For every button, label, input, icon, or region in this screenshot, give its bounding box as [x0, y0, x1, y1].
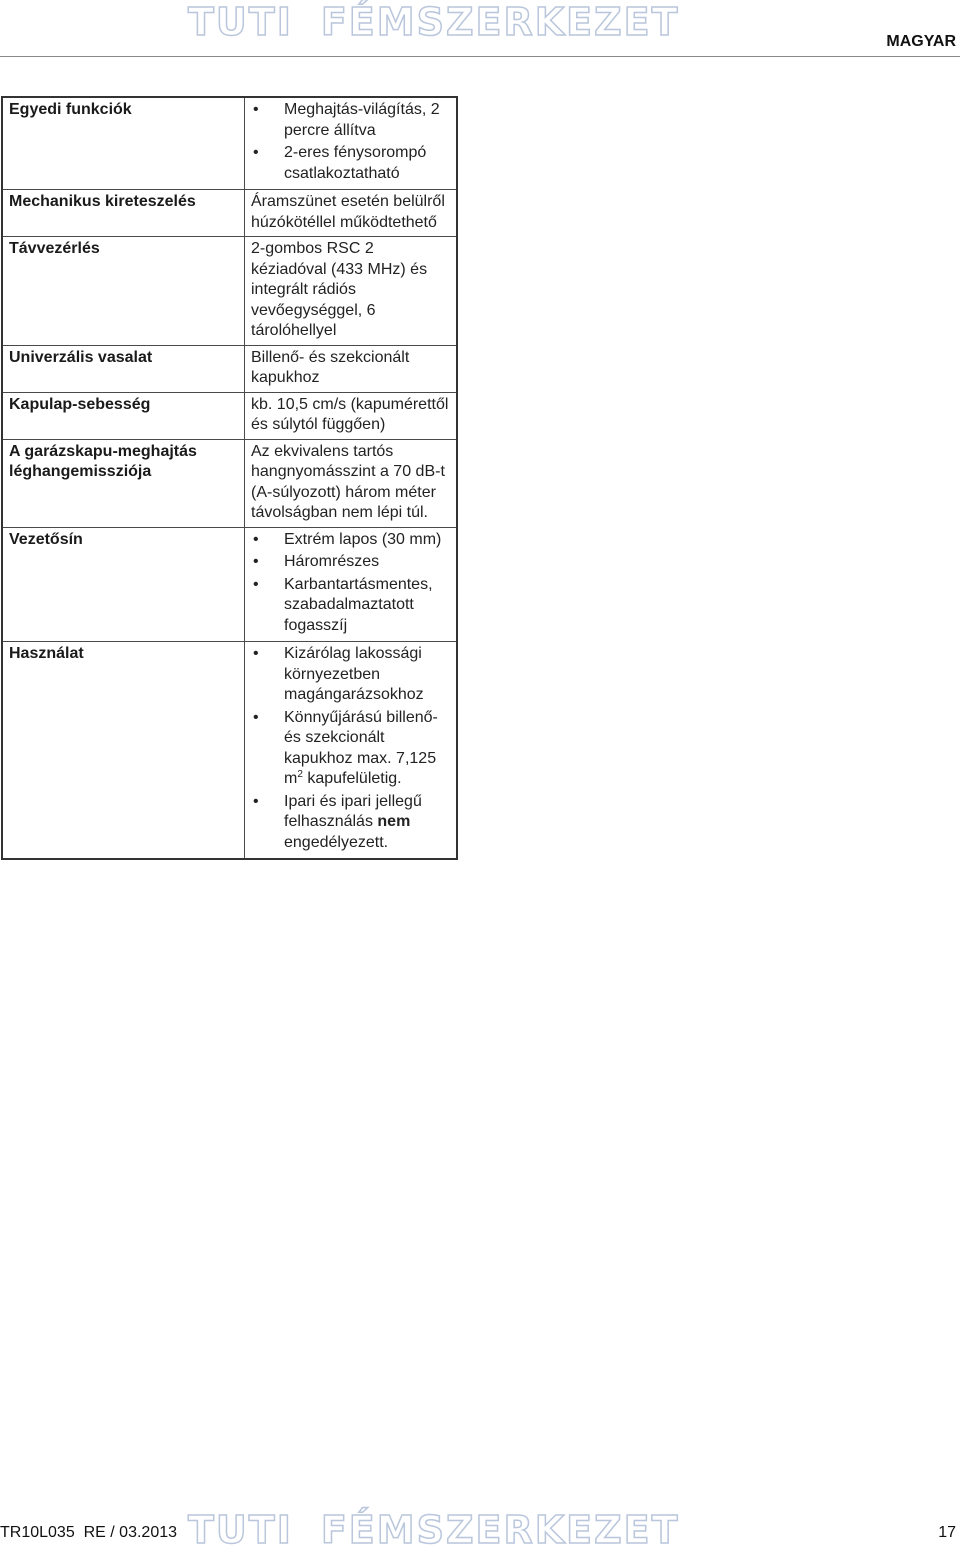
document-code: TR10L035 RE / 03.2013 — [0, 1524, 178, 1541]
row-value: 2-gombos RSC 2 kéziadóval (433 MHz) és integrált rádiós vevőegységgel, 6 tárolóhellyel — [245, 237, 458, 346]
row-value: Áramszünet esetén belülről húzókötéllel működtethető — [245, 190, 458, 237]
bullet-list — [251, 100, 450, 184]
list-item: • 2-eres fénysorompó csatlakoztatható — [251, 143, 450, 184]
row-value — [245, 97, 458, 190]
bullet-list — [251, 644, 450, 853]
row-value: Az ekvivalens tartós hangnyomásszint a 70 dB-t (A-súlyozott) három méter távolságban nem lépi túl. — [245, 439, 458, 527]
list-item: • Kizárólag lakossági környezetben magángarázsokhoz — [251, 644, 450, 706]
list-item: • Extrém lapos (30 mm) — [251, 530, 450, 551]
table-row — [2, 190, 457, 237]
watermark-text-a: TUTI — [188, 1508, 293, 1552]
list-item-text: Könnyűjárású billenő- és szekcionált kapukhoz max. 7,125 m — [284, 708, 438, 787]
list-item: • Karbantartásmentes, szabadalmaztatott fogasszíj — [251, 575, 450, 637]
row-label: Használat — [2, 642, 245, 860]
row-label: Mechanikus kireteszelés — [2, 190, 245, 237]
watermark-text-a: TUTI — [188, 0, 293, 44]
row-label: Távvezérlés — [2, 237, 245, 346]
list-item-text: kapufelületig. — [302, 770, 402, 787]
row-label: Vezetősín — [2, 527, 245, 642]
row-value — [245, 642, 458, 860]
language-label: MAGYAR — [886, 33, 956, 50]
emphasis-text: nem — [377, 813, 411, 830]
row-value: kb. 10,5 cm/s (kapumérettől és súlytól függően) — [245, 392, 458, 439]
row-label: A garázskapu-meghajtás léghangemissziója — [2, 439, 245, 527]
list-item: • Meghajtás-világítás, 2 percre állítva — [251, 100, 450, 141]
list-item — [251, 792, 450, 854]
spec-table — [1, 96, 458, 860]
list-item-text: Ipari és ipari jellegű felhasználás — [284, 792, 422, 830]
row-value — [245, 527, 458, 642]
page-number: 17 — [938, 1524, 956, 1541]
table-row — [2, 345, 457, 392]
list-item: • Háromrészes — [251, 552, 450, 573]
table-row — [2, 439, 457, 527]
row-label: Kapulap-sebesség — [2, 392, 245, 439]
table-row — [2, 97, 457, 190]
watermark-text-b: FÉMSZERKEZET — [320, 1508, 680, 1552]
bullet-list — [251, 530, 450, 637]
list-item — [251, 708, 450, 790]
superscript: 2 — [297, 769, 303, 780]
table-row — [2, 237, 457, 346]
table-row — [2, 642, 457, 860]
row-label: Univerzális vasalat — [2, 345, 245, 392]
row-label: Egyedi funkciók — [2, 97, 245, 190]
list-item-text: engedélyezett. — [284, 833, 389, 851]
watermark-logo-bottom — [188, 1510, 680, 1550]
table-row — [2, 527, 457, 642]
watermark-logo-top — [188, 2, 680, 42]
row-value: Billenő- és szekcionált kapukhoz — [245, 345, 458, 392]
watermark-text-b: FÉMSZERKEZET — [320, 0, 680, 44]
table-row — [2, 392, 457, 439]
header-divider — [0, 56, 960, 57]
